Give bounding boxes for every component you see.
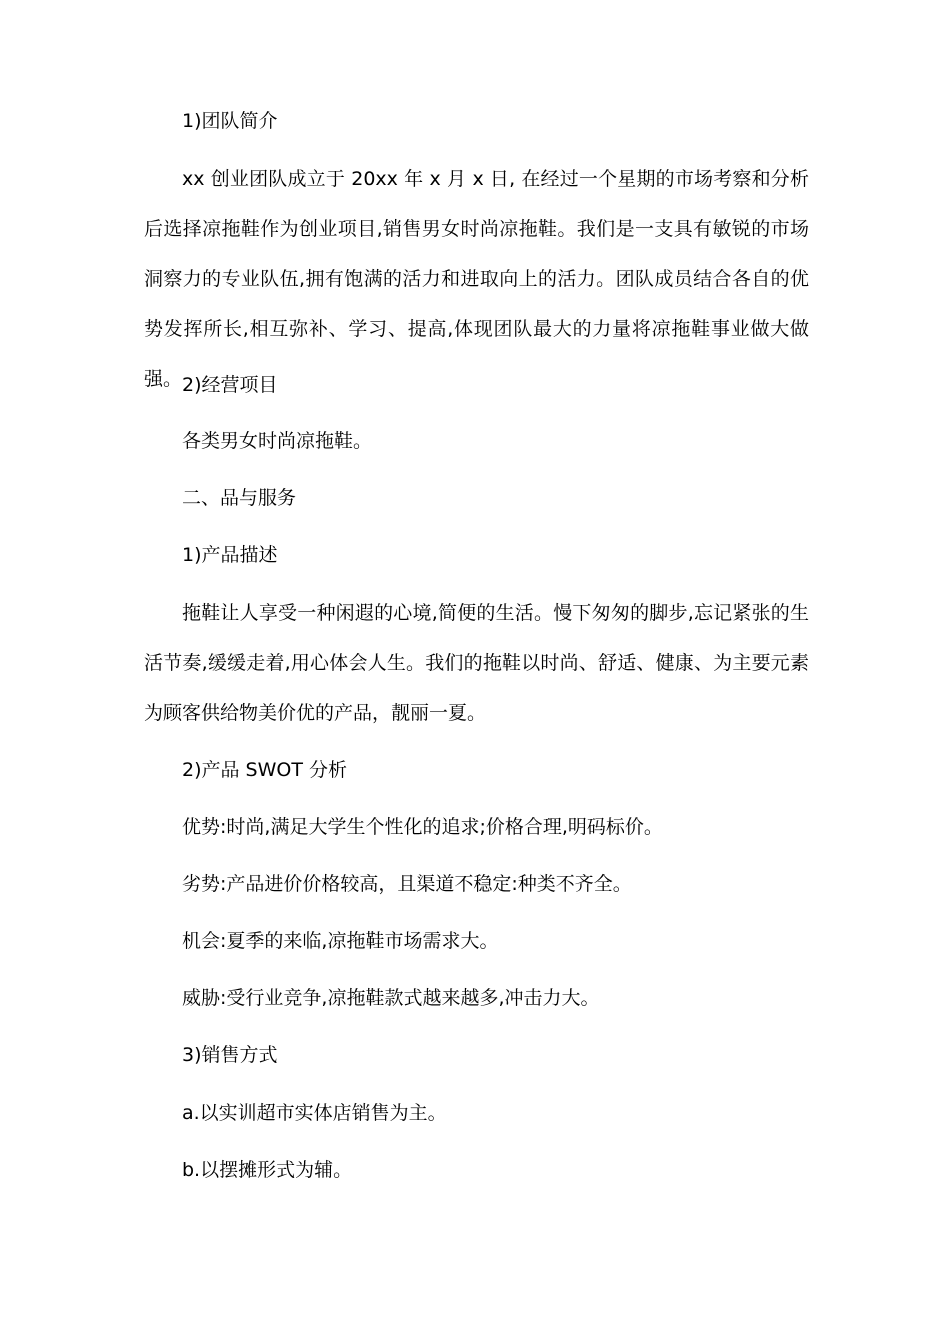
swot-strengths: 优势:时尚,满足大学生个性化的追求;价格合理,明码标价。 (182, 816, 663, 838)
business-project-heading: 2)经营项目 (182, 374, 278, 396)
swot-heading: 2)产品 SWOT 分析 (182, 759, 347, 781)
swot-threats: 威胁:受行业竞争,凉拖鞋款式越来越多,冲击力大。 (182, 987, 600, 1009)
sales-method-a: a.以实训超市实体店销售为主。 (182, 1102, 447, 1124)
swot-opportunities: 机会:夏季的来临,凉拖鞋市场需求大。 (182, 930, 499, 952)
sales-method-b: b.以摆摊形式为辅。 (182, 1159, 353, 1181)
sales-method-heading: 3)销售方式 (182, 1044, 278, 1066)
business-project-text: 各类男女时尚凉拖鞋。 (182, 430, 373, 452)
section-products-services-heading: 二、品与服务 (182, 487, 297, 509)
swot-weaknesses: 劣势:产品进价价格较高，且渠道不稳定:种类不齐全。 (182, 873, 632, 895)
product-description-heading: 1)产品描述 (182, 544, 278, 566)
team-intro-paragraph: xx 创业团队成立于 20xx 年 x 月 x 日, 在经过一个星期的市场考察和分析后选择凉拖鞋作为创业项目,销售男女时尚凉拖鞋。我们是一支具有敏锐的市场洞察力的专业队伍,拥有饱满的活力和进取向上的活力。团队成员结合各自的优势发挥所长,相互弥补、学习、提高,体现团队最大的力量将凉拖鞋事业做大做强。 (144, 168, 809, 390)
team-intro-heading: 1)团队简介 (182, 110, 278, 132)
product-description-paragraph: 拖鞋让人享受一种闲遐的心境,简便的生活。慢下匆匆的脚步,忘记紧张的生活节奏,缓缓走着,用心体会人生。我们的拖鞋以时尚、舒适、健康、为主要元素为顾客供给物美价优的产品，靓丽一夏。 (144, 602, 809, 724)
